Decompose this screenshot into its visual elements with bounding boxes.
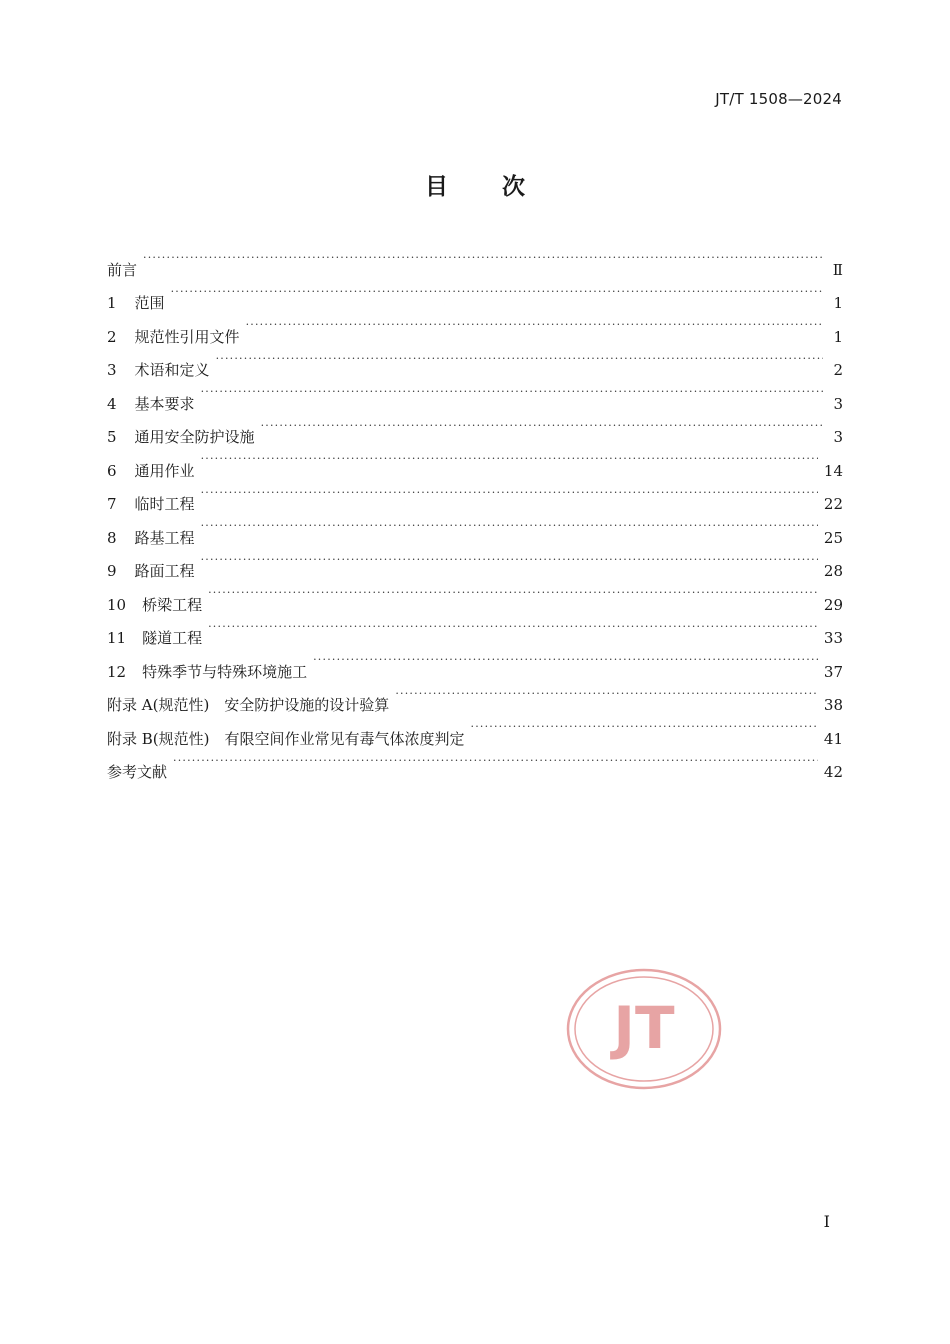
toc-entry-page: 33 (823, 629, 843, 647)
toc-entry[interactable] (107, 275, 843, 312)
toc-entry-page: Ⅱ (832, 260, 843, 279)
toc-entry-page: 1 (833, 327, 843, 346)
toc-entry[interactable] (107, 509, 843, 547)
toc-entry-title: 桥梁工程 (142, 595, 203, 614)
toc-entry-number: 4 (107, 394, 117, 413)
toc-leader-dots (395, 677, 818, 711)
toc-entry-page: 22 (823, 495, 843, 513)
toc-entry-title: 特殊季节与特殊环境施工 (142, 662, 308, 681)
toc-entry-page: 2 (833, 361, 843, 379)
toc-entry-number: 5 (107, 428, 117, 446)
toc-entry-title: 规范性引用文件 (134, 327, 240, 346)
seal-text: JT (613, 994, 675, 1062)
toc-leader-dots (201, 509, 818, 543)
toc-entry-title: 路面工程 (134, 562, 195, 580)
toc-entry-page: 1 (833, 294, 843, 312)
toc-entry-number: 3 (107, 361, 117, 379)
table-of-contents (107, 241, 843, 781)
toc-entry-page: 25 (823, 528, 843, 547)
toc-entry[interactable] (107, 476, 843, 513)
toc-entry-number: 1 (107, 294, 117, 312)
toc-leader-dots (313, 643, 818, 677)
toc-entry-title: 参考文献 (107, 763, 168, 781)
toc-entry-page: 37 (823, 662, 843, 681)
toc-entry-number: 12 (107, 662, 127, 681)
toc-entry[interactable] (107, 375, 843, 413)
toc-leader-dots (246, 308, 823, 342)
toc-leader-dots (208, 576, 818, 610)
toc-entry-number: 2 (107, 327, 117, 346)
page-number: Ⅰ (823, 1212, 830, 1231)
toc-entry[interactable] (107, 409, 843, 446)
toc-entry[interactable] (107, 241, 843, 279)
toc-entry-title: 术语和定义 (134, 361, 210, 379)
toc-entry-number: 8 (107, 528, 117, 547)
toc-entry-title: 路基工程 (134, 528, 195, 547)
toc-leader-dots (471, 710, 818, 744)
toc-entry-title: 附录 B(规范性) 有限空间作业常见有毒气体浓度判定 (107, 729, 465, 748)
toc-entry-page: 3 (833, 428, 843, 446)
toc-leader-dots (171, 275, 823, 309)
toc-entry-title: 前言 (107, 260, 138, 279)
toc-entry-number: 7 (107, 495, 117, 513)
toc-entry-page: 3 (833, 394, 843, 413)
toc-entry-page: 41 (823, 729, 843, 748)
toc-entry-title: 附录 A(规范性) 安全防护设施的设计验算 (107, 696, 390, 714)
toc-entry-title: 范围 (134, 294, 165, 312)
toc-entry-number: 6 (107, 461, 117, 480)
jt-seal-logo (566, 968, 722, 1090)
toc-entry[interactable] (107, 543, 843, 580)
toc-entry[interactable] (107, 308, 843, 346)
toc-leader-dots (261, 409, 823, 443)
toc-entry[interactable] (107, 643, 843, 681)
toc-entry[interactable] (107, 744, 843, 781)
title-char-1: 目 (425, 174, 448, 200)
toc-leader-dots (201, 442, 818, 476)
toc-entry-number: 9 (107, 562, 117, 580)
toc-leader-dots (216, 342, 823, 376)
toc-entry-page: 38 (823, 696, 843, 714)
toc-leader-dots (208, 610, 818, 644)
toc-entry[interactable] (107, 342, 843, 379)
toc-entry[interactable] (107, 576, 843, 614)
toc-leader-dots (201, 476, 818, 510)
toc-entry-title: 通用安全防护设施 (134, 428, 255, 446)
toc-entry[interactable] (107, 442, 843, 480)
toc-leader-dots (201, 375, 823, 409)
toc-entry[interactable] (107, 610, 843, 647)
page-title (0, 168, 950, 201)
toc-entry-title: 基本要求 (134, 394, 195, 413)
toc-entry-page: 28 (823, 562, 843, 580)
toc-leader-dots (201, 543, 818, 577)
toc-entry-page: 42 (823, 763, 843, 781)
toc-entry-title: 通用作业 (134, 461, 195, 480)
standard-code: JT/T 1508—2024 (715, 90, 842, 108)
toc-entry-page: 14 (823, 461, 843, 480)
toc-entry-number: 10 (107, 595, 127, 614)
toc-entry-title: 隧道工程 (142, 629, 203, 647)
toc-leader-dots (143, 241, 823, 275)
toc-leader-dots (173, 744, 818, 778)
toc-entry-number: 11 (107, 629, 127, 647)
toc-entry-title: 临时工程 (134, 495, 195, 513)
title-char-2: 次 (502, 174, 525, 200)
toc-entry-page: 29 (823, 595, 843, 614)
